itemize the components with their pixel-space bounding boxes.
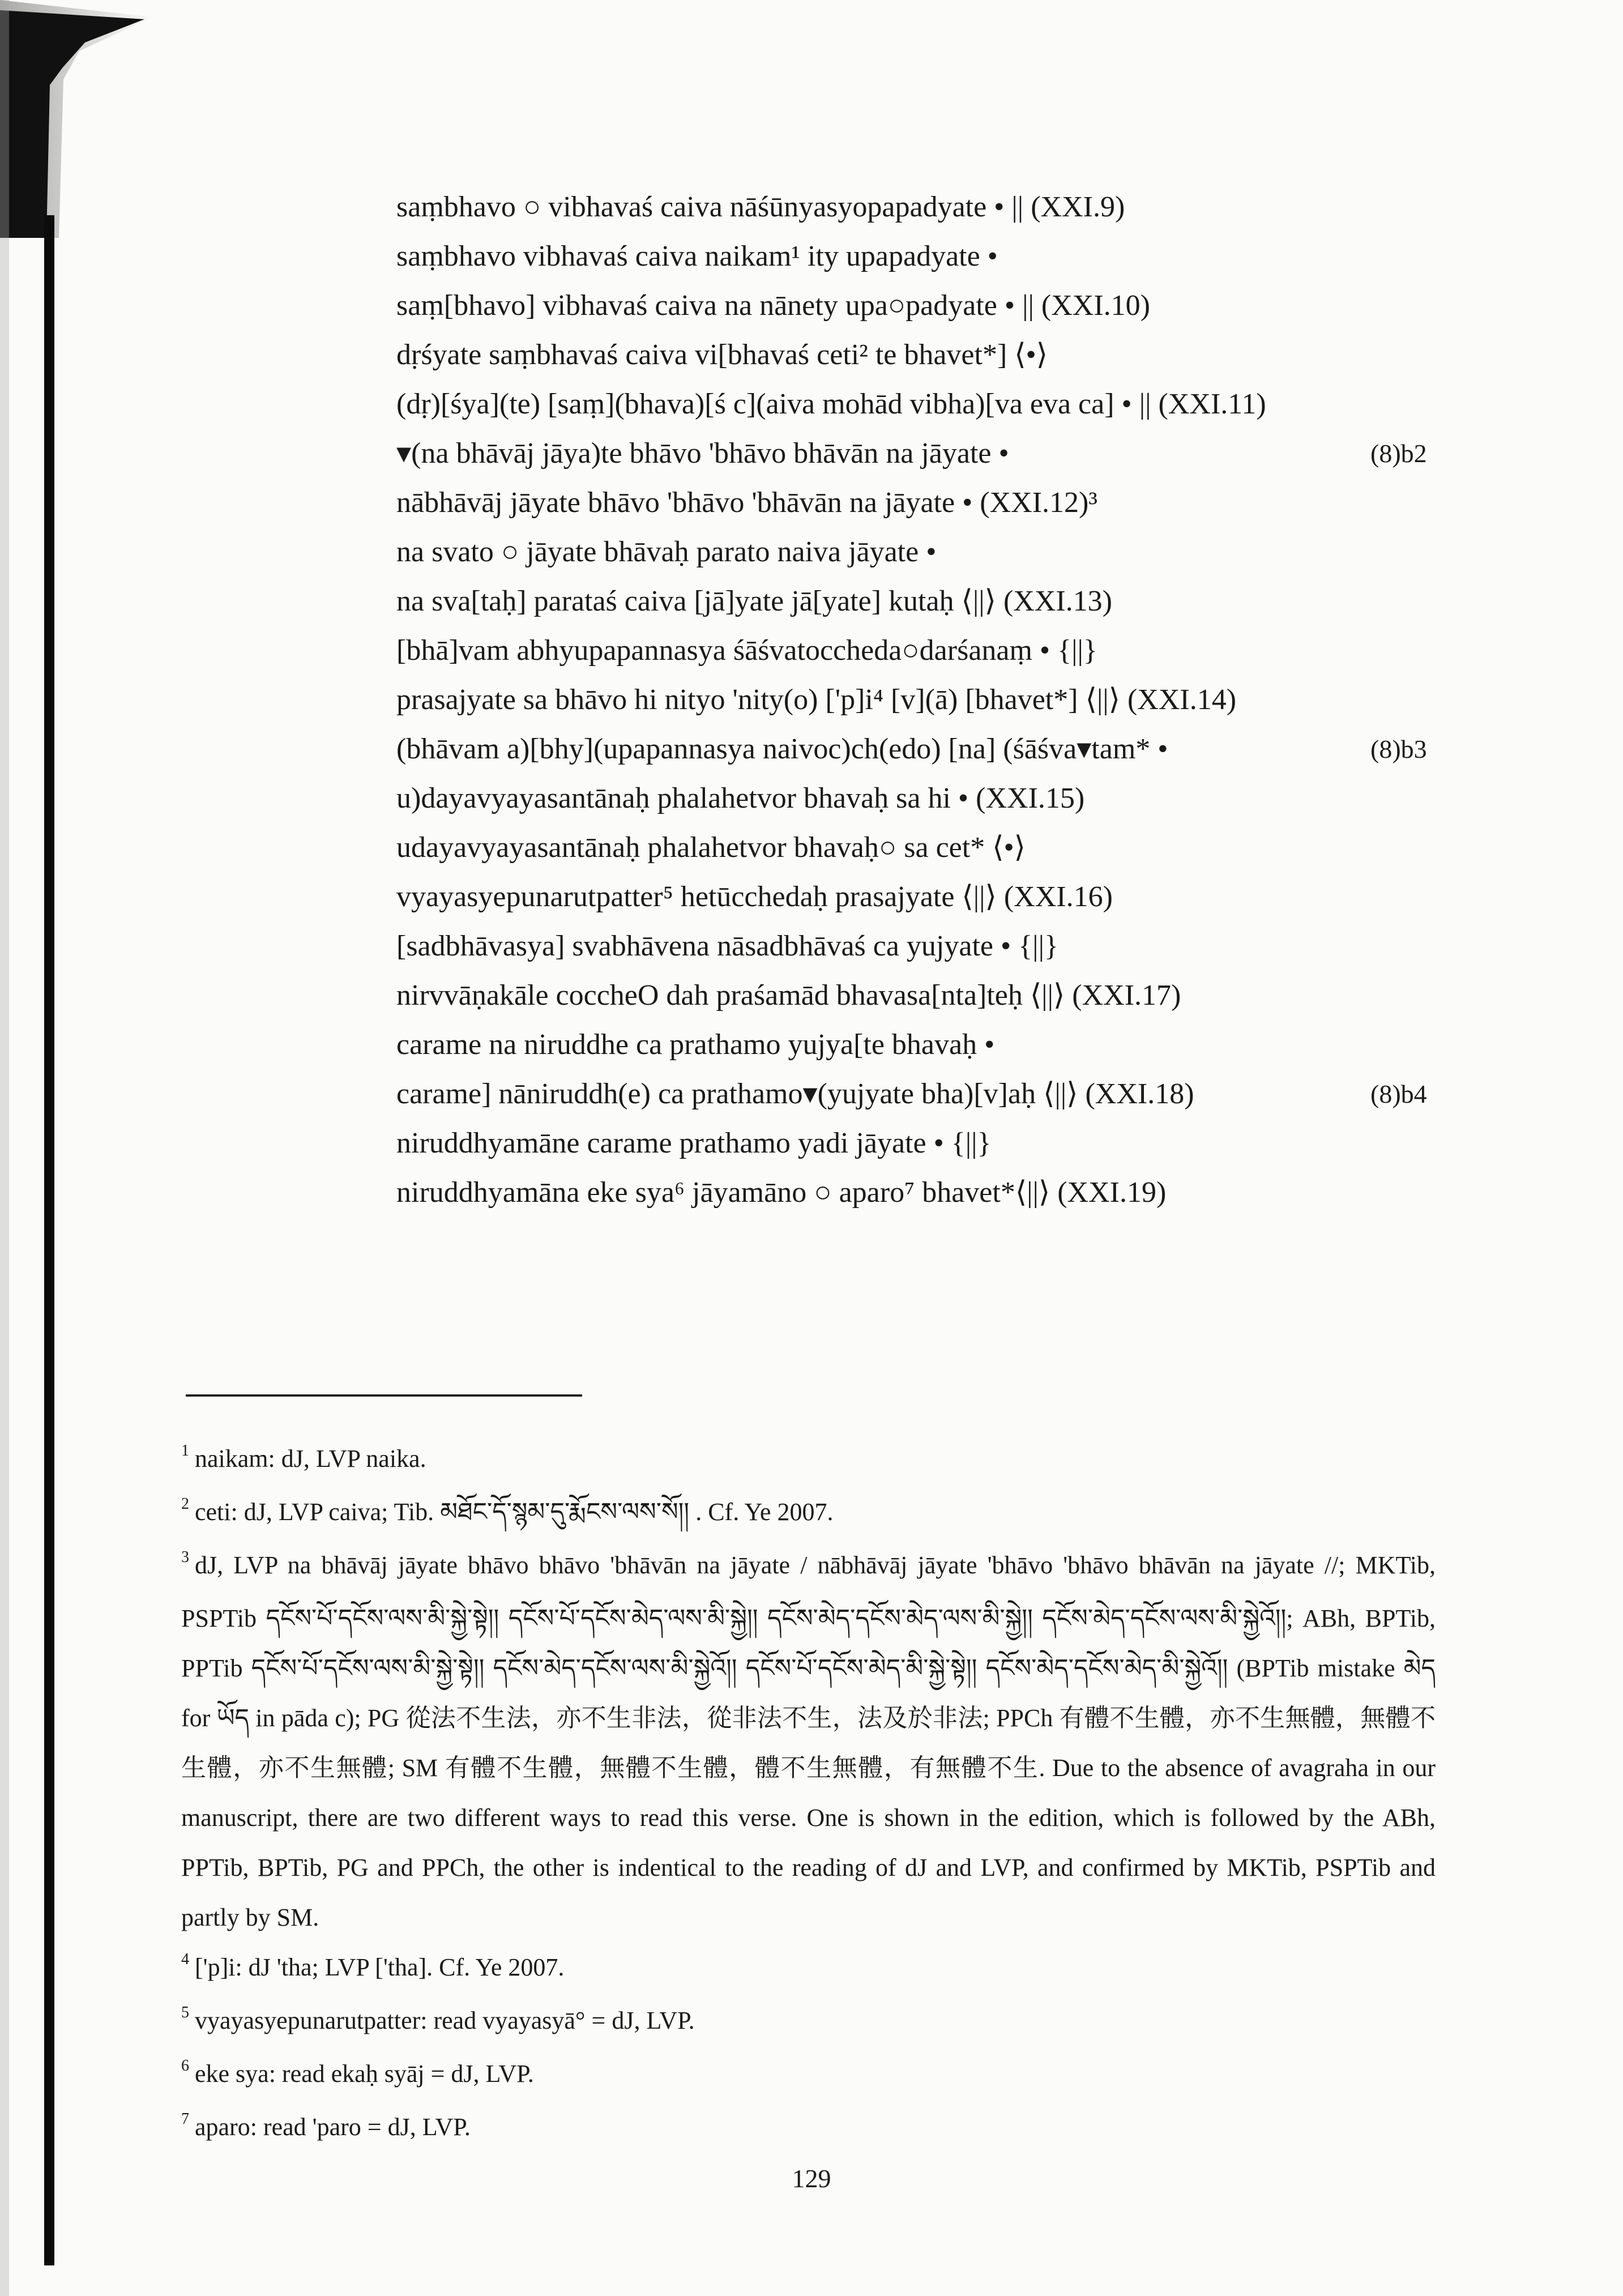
verse-text: nābhāvāj jāyate bhāvo 'bhāvo 'bhāvān na jāyate • (XXI.12)³ (396, 486, 1097, 519)
footnotes (181, 1434, 1436, 2156)
verse-line (396, 675, 1404, 724)
verse-line (396, 379, 1404, 429)
footnote-text: aparo: read 'paro = dJ, LVP. (195, 2113, 471, 2141)
verse-line (396, 724, 1427, 774)
footnote-number: 6 (181, 2057, 189, 2075)
verse-text: [bhā]vam abhyupapannasya śāśvatoccheda○darśanaṃ • {||} (396, 634, 1097, 667)
binding-shadow (0, 0, 170, 2296)
verse-line (396, 577, 1404, 626)
footnote-rule (186, 1394, 582, 1397)
folio-ref: (8)b4 (1370, 1079, 1427, 1108)
footnote-text: naikam: dJ, LVP naika. (195, 1445, 426, 1473)
footnote-number: 4 (181, 1951, 189, 1968)
verse-line (396, 232, 1404, 281)
verse-text: udayavyayasantānaḥ phalahetvor bhavaḥ○ sa cet* ⟨•⟩ (396, 831, 1026, 864)
footnote-text: ['p]i: dJ 'tha; LVP ['tha]. Cf. Ye 2007. (195, 1953, 565, 1981)
verse-line (396, 429, 1427, 478)
verse-line (396, 281, 1404, 330)
footnote-number: 1 (181, 1442, 189, 1459)
verse-text: saṃ[bhavo] vibhavaś caiva na nānety upa○padyate • || (XXI.10) (396, 289, 1150, 322)
verse-text: [sadbhāvasya] svabhāvena nāsadbhāvaś ca yujyate • {||} (396, 930, 1058, 962)
verse-text: vyayasyepunarutpatter⁵ hetūcchedaḥ prasajyate ⟨||⟩ (XXI.16) (396, 881, 1113, 913)
footnote-text: vyayasyepunarutpatter: read vyayasyā° = dJ, LVP. (195, 2007, 695, 2034)
folio-ref: (8)b2 (1370, 439, 1427, 468)
page-number: 129 (792, 2164, 831, 2193)
verse-text: niruddhyamāne carame prathamo yadi jāyate • {||} (396, 1127, 992, 1159)
verse-text: (dṛ)[śya](te) [saṃ](bhava)[ś c](aiva mohād vibha)[va eva ca] • || (XXI.11) (396, 388, 1266, 420)
verse-line (396, 1020, 1404, 1069)
footnote (181, 2102, 1436, 2156)
verse-line (396, 1168, 1404, 1217)
verse-text: niruddhyamāna eke sya⁶ jāyamāno ○ aparo⁷ bhavet*⟨||⟩ (XXI.19) (396, 1176, 1167, 1209)
footnote-text: dJ, LVP na bhāvāj jāyate bhāvo bhāvo 'bhāvān na jāyate / nābhāvāj jāyate 'bhāvo 'bhāvo bhāvān na jāyate //; MKTib, PSPTib དངོས་པོ་དངོས་ལས་མི་སྐྱེ་སྟེ།། དངོས་པོ་དངོས་མེད་ལས་མི་སྐྱེ།། དངོས་མེད་དངོས་མེད་ལས་མི་སྐྱེ།། དངོས་མེད་དངོས་ལས་མི་སྐྱེའོ།།; ABh, BPTib, PPTib དངོས་པོ་དངོས་ལས་མི་སྐྱེ་སྟེ།། དངོས་མེད་དངོས་ལས་མི་སྐྱེའོ།། དངོས་པོ་དངོས་མེད་མི་སྐྱེ་སྟེ།། དངོས་མེད་དངོས་མེད་མི་སྐྱེའོ།། (BPTib mistake མེད for ཡོད in pāda c); PG 從法不生法，亦不生非法，從非法不生，法及於非法; PPCh 有體不生體，亦不生無體，無體不生體，亦不生無體; SM 有體不生體，無體不生體，體不生無體，有無體不生. Due to the absence of avagraha in our manuscript, there are two different ways to read this verse. One is shown in the edition, which is followed by the ABh, PPTib, BPTib, PG and PPCh, the other is indentical to the reading of dJ and LVP, and confirmed by MKTib, PSPTib and partly by SM. (181, 1551, 1436, 1931)
footnote-number: 7 (181, 2110, 189, 2128)
footnote (181, 1487, 1436, 1540)
verse-text: na sva[taḥ] parataś caiva [jā]yate jā[yate] kutaḥ ⟨||⟩ (XXI.13) (396, 585, 1112, 617)
verse-line (396, 330, 1404, 379)
verse-line (396, 774, 1404, 823)
verse-text: saṃbhavo vibhavaś caiva naikam¹ ity upapadyate • (396, 240, 998, 272)
footnote-text: eke sya: read ekaḥ syāj = dJ, LVP. (195, 2060, 534, 2088)
footnote-number: 5 (181, 2004, 189, 2021)
verse-line (396, 1069, 1427, 1119)
folio-ref: (8)b3 (1370, 735, 1427, 763)
verse-text: saṃbhavo ○ vibhavaś caiva nāśūnyasyopapadyate • || (XXI.9) (396, 191, 1125, 223)
verse-text: prasajyate sa bhāvo hi nityo 'nity(o) ['p]i⁴ [v](ā) [bhavet*] ⟨||⟩ (XXI.14) (396, 684, 1237, 716)
verse-line (396, 921, 1404, 971)
verse-line (396, 872, 1404, 921)
verse-text: dṛśyate saṃbhavaś caiva vi[bhavaś ceti² te bhavet*] ⟨•⟩ (396, 339, 1048, 371)
footnote (181, 1434, 1436, 1487)
verse-line (396, 971, 1404, 1020)
footnote (181, 1996, 1436, 2049)
footnote-text: ceti: dJ, LVP caiva; Tib. མཐོང་དོ་སྙམ་དུ་རྨོངས་ལས་སོ།། . Cf. Ye 2007. (195, 1498, 834, 1526)
verse-text: carame] nāniruddh(e) ca prathamo▾(yujyate bha)[v]aḥ ⟨||⟩ (XXI.18) (396, 1078, 1194, 1110)
footnote (181, 2049, 1436, 2102)
verse-block (396, 182, 1427, 1217)
footnote-number: 3 (181, 1548, 189, 1566)
verse-text: na svato ○ jāyate bhāvaḥ parato naiva jāyate • (396, 536, 937, 568)
verse-line (396, 478, 1404, 527)
verse-text: ▾(na bhāvāj jāya)te bhāvo 'bhāvo bhāvān na jāyate • (396, 437, 1009, 470)
verse-text: carame na niruddhe ca prathamo yujya[te bhavaḥ • (396, 1028, 995, 1061)
verse-line (396, 1119, 1404, 1168)
footnote (181, 1943, 1436, 1996)
verse-line (396, 182, 1404, 232)
verse-text: nirvvāṇakāle coccheO dah praśamād bhavasa[nta]teḥ ⟨||⟩ (XXI.17) (396, 979, 1181, 1012)
footnote (181, 1540, 1436, 1943)
verse-line (396, 527, 1404, 577)
verse-line (396, 823, 1404, 872)
verse-text: (bhāvam a)[bhy](upapannasya naivoc)ch(edo) [na] (śāśva▾tam* • (396, 733, 1168, 765)
verse-text: u)dayavyayasantānaḥ phalahetvor bhavaḥ sa hi • (XXI.15) (396, 782, 1085, 814)
verse-line (396, 626, 1404, 675)
footnote-number: 2 (181, 1495, 189, 1513)
